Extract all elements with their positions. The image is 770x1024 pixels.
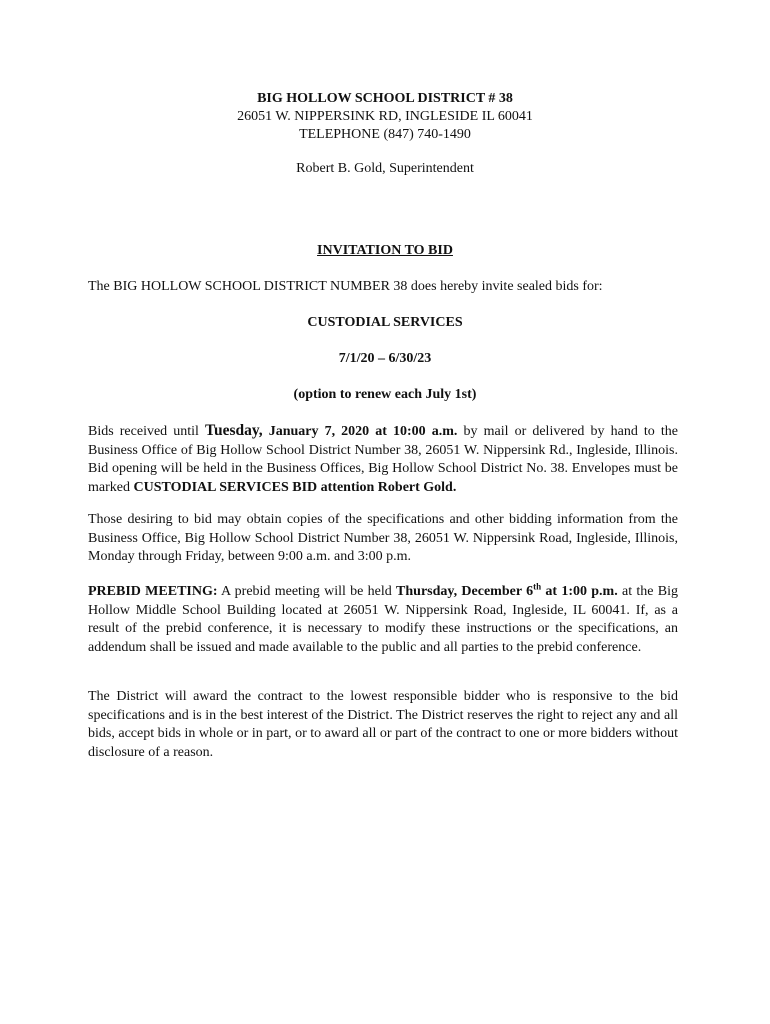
prebid-label: PREBID MEETING: <box>88 584 218 599</box>
prebid-date-suffix: th <box>533 581 542 592</box>
prebid-date: Thursday, December 6 <box>396 584 534 599</box>
bids-day: Tuesday, <box>205 422 263 439</box>
bids-received-paragraph <box>88 422 678 497</box>
contract-dates: 7/1/20 – 6/30/23 <box>338 351 432 366</box>
prebid-text-2: at the Big Hollow Middle School Building located at 26051 W. Nippersink Road, Ingleside, IL 60041. If, as a result of the prebid conference, it is necessary to modify these instructions or the specifications, an addendum shall be issued and made available to the public and all parties to the prebid conference. <box>88 584 679 655</box>
district-telephone: TELEPHONE (847) 740-1490 <box>299 127 471 142</box>
specifications-paragraph: Those desiring to bid may obtain copies of the specifications and other bidding information from the Business Office, Big Hollow School District Number 38, 26051 W. Nippersink Road, Ingleside, Illinois, Monday through Friday, between 9:00 a.m. and 3:00 p.m. <box>88 512 678 564</box>
service-heading: CUSTODIAL SERVICES <box>307 315 463 330</box>
bids-datetime: January 7, 2020 at 10:00 a.m. <box>262 424 458 439</box>
intro-line: The BIG HOLLOW SCHOOL DISTRICT NUMBER 38 does hereby invite sealed bids for: <box>88 279 603 294</box>
envelope-marking: CUSTODIAL SERVICES BID attention Robert Gold. <box>133 479 457 495</box>
letterhead <box>0 90 770 178</box>
bids-body: by mail or delivered by hand to the Business Office of Big Hollow School District Number 38, 26051 W. Nippersink Rd., Ingleside, Illinois. Bid opening will be held in the Business Offices, Big Hollow School District No. 38. Envelopes must be marked <box>88 424 678 495</box>
superintendent-name: Robert B. Gold, Superintendent <box>296 161 474 176</box>
prebid-time: at 1:00 p.m. <box>541 584 618 599</box>
bids-prefix: Bids received until <box>88 424 206 439</box>
district-name: BIG HOLLOW SCHOOL DISTRICT # 38 <box>257 91 513 106</box>
prebid-text-1: A prebid meeting will be held <box>217 584 397 599</box>
award-paragraph: The District will award the contract to the lowest responsible bidder who is responsive to the bid specifications and is in the best interest of the District. The District reserves the right to reject any and all bids, accept bids in whole or in part, or to award all or part of the contract to one or more bidders without disclosure of a reason. <box>88 689 678 760</box>
renewal-option: (option to renew each July 1st) <box>293 387 477 402</box>
prebid-paragraph <box>88 583 678 657</box>
document-title: INVITATION TO BID <box>317 243 453 258</box>
district-address: 26051 W. NIPPERSINK RD, INGLESIDE IL 60041 <box>237 109 533 124</box>
